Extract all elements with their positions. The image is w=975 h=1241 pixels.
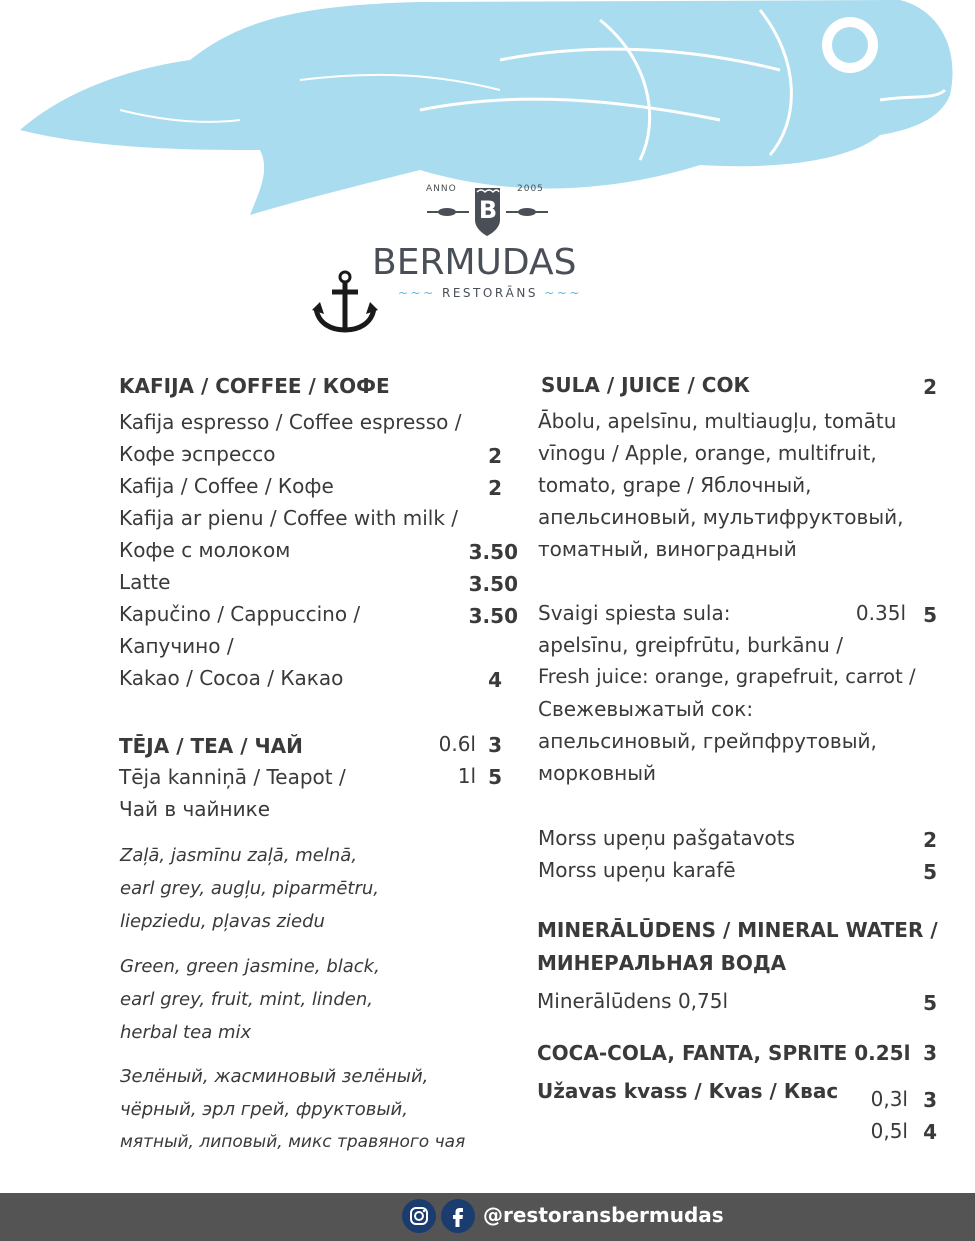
juice-line: апельсиновый, мультифруктовый,	[538, 505, 904, 529]
tea-volume: 1l	[457, 764, 476, 788]
kvass-volume: 0,3l	[870, 1087, 908, 1111]
social-handle[interactable]: @restoransbermudas	[483, 1203, 724, 1227]
coffee-price: 3.50	[468, 572, 518, 596]
juice-price: 2	[923, 375, 937, 399]
fresh-juice-line: Svaigi spiesta sula:	[538, 601, 731, 625]
brand-subtitle: ~~~ RESTORĀNS ~~~	[398, 286, 582, 300]
coffee-heading: KAFIJA / COFFEE / КОФЕ	[119, 374, 390, 398]
tea-price: 5	[488, 765, 502, 789]
juice-line: vīnogu / Apple, orange, multifruit,	[538, 441, 877, 465]
coffee-price: 2	[488, 444, 502, 468]
fresh-juice-line: Fresh juice: orange, grapefruit, carrot /	[538, 665, 916, 688]
tea-varieties-en: herbal tea mix	[120, 1022, 252, 1043]
tea-line: Tēja kanniņā / Teapot /	[119, 765, 346, 789]
juice-line: Ābolu, apelsīnu, multiaugļu, tomātu	[538, 409, 897, 433]
coffee-price: 2	[488, 476, 502, 500]
morss-line: Morss upeņu karafē	[538, 858, 736, 882]
juice-heading: SULA / JUICE / СОК	[541, 373, 750, 397]
tea-varieties-en: Green, green jasmine, black,	[120, 956, 380, 977]
coffee-line: Кофе эспрессо	[119, 442, 276, 466]
coffee-line: Kafija ar pienu / Coffee with milk /	[119, 506, 458, 530]
anno-year: 2005	[517, 184, 544, 194]
tea-line: Чай в чайнике	[119, 797, 270, 821]
coffee-line: Kakao / Cocoa / Какао	[119, 666, 344, 690]
kvass-heading: Užavas kvass / Kvas / Квас	[537, 1079, 839, 1103]
logo-letter: B	[478, 196, 498, 224]
fresh-juice-line: морковный	[538, 761, 656, 785]
water-heading: MINERĀLŪDENS / MINERAL WATER /	[537, 918, 938, 942]
kvass-price: 3	[923, 1088, 937, 1112]
tea-volume: 0.6l	[438, 732, 476, 756]
tea-varieties-lv: liepziedu, pļavas ziedu	[120, 911, 325, 932]
kvass-volume: 0,5l	[870, 1119, 908, 1143]
coffee-line: Кофе с молоком	[119, 538, 291, 562]
anno-label: ANNO	[426, 184, 457, 194]
tea-varieties-lv: Zaļā, jasmīnu zaļā, melnā,	[120, 845, 358, 866]
tea-varieties-ru: мятный, липовый, микс травяного чая	[120, 1132, 466, 1152]
kvass-price: 4	[923, 1120, 937, 1144]
morss-line: Morss upeņu pašgatavots	[538, 826, 796, 850]
water-heading: МИНЕРАЛЬНАЯ ВОДА	[537, 951, 787, 975]
instagram-icon[interactable]	[402, 1199, 436, 1233]
tea-varieties-en: earl grey, fruit, mint, linden,	[120, 989, 373, 1010]
tea-varieties-ru: Зелёный, жасминовый зелёный,	[120, 1066, 429, 1087]
coffee-line: Kafija / Coffee / Кофе	[119, 474, 334, 498]
anchor-icon	[312, 270, 378, 334]
juice-line: tomato, grape / Яблочный,	[538, 473, 812, 497]
tea-varieties-lv: earl grey, augļu, piparmētru,	[120, 878, 380, 899]
facebook-icon[interactable]	[441, 1199, 475, 1233]
morss-price: 2	[923, 828, 937, 852]
coffee-price: 3.50	[468, 540, 518, 564]
coffee-price: 3.50	[468, 604, 518, 628]
tea-heading: TĒJA / TEA / ЧАЙ	[119, 734, 303, 758]
fresh-juice-line: apelsīnu, greipfrūtu, burkānu /	[538, 633, 843, 657]
fresh-juice-price: 5	[923, 603, 937, 627]
coffee-line: Капучино /	[119, 634, 234, 658]
juice-line: томатный, виноградный	[538, 537, 797, 561]
morss-price: 5	[923, 860, 937, 884]
water-price: 5	[923, 991, 937, 1015]
fresh-juice-line: апельсиновый, грейпфрутовый,	[538, 729, 877, 753]
water-line: Minerālūdens 0,75l	[537, 989, 729, 1013]
coffee-line: Latte	[119, 570, 171, 594]
coffee-line: Kapučino / Cappuccino /	[119, 602, 361, 626]
soft-drinks-price: 3	[923, 1041, 937, 1065]
fresh-juice-line: Свежевыжатый сок:	[538, 697, 754, 721]
soft-drinks-heading: COCA-COLA, FANTA, SPRITE 0.25l	[537, 1041, 911, 1065]
coffee-price: 4	[488, 668, 502, 692]
brand-name: BERMUDAS	[372, 242, 577, 283]
fresh-juice-volume: 0.35l	[855, 601, 906, 625]
tea-price: 3	[488, 733, 502, 757]
coffee-line: Kafija espresso / Coffee espresso /	[119, 410, 462, 434]
tea-varieties-ru: чёрный, эрл грей, фруктовый,	[120, 1099, 408, 1120]
